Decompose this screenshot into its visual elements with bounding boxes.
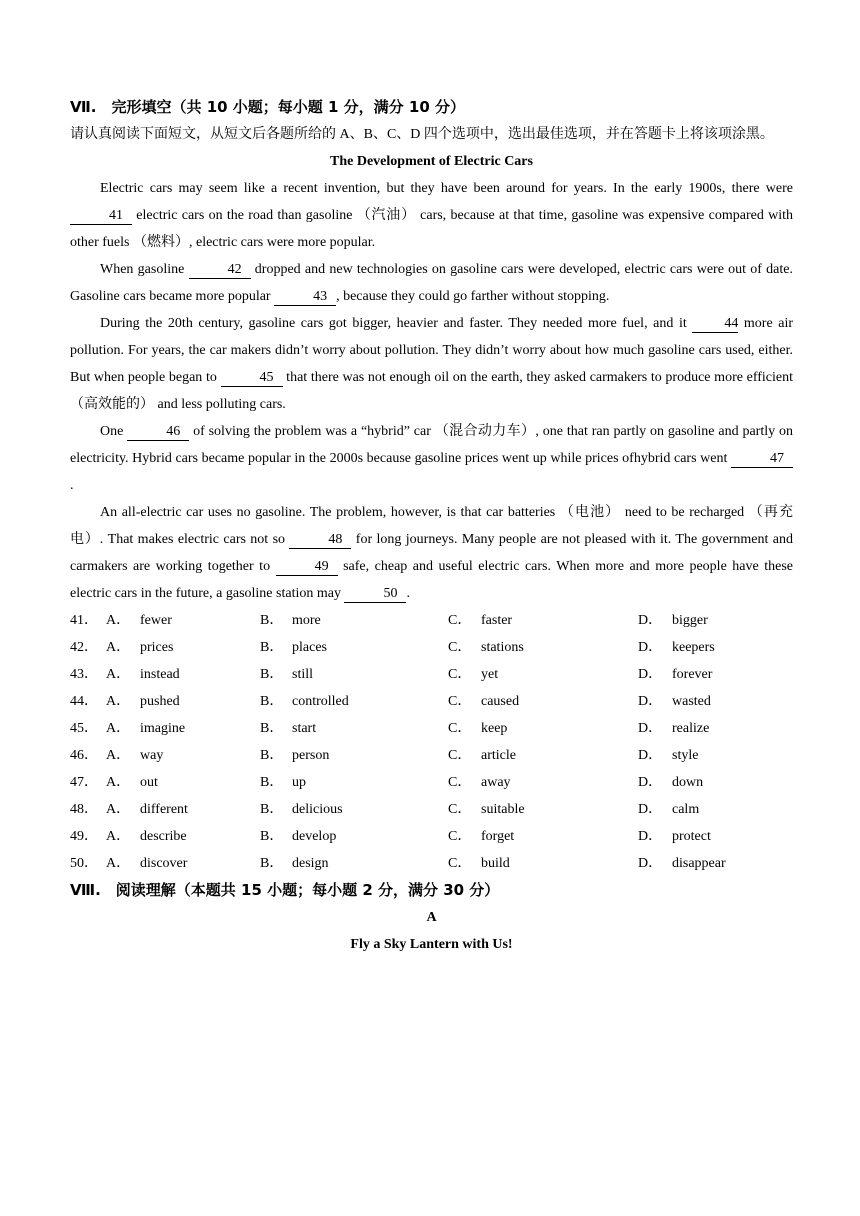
question-row — [70, 634, 793, 661]
option-c-text: keep — [481, 721, 508, 736]
option-d-label: D． — [638, 748, 663, 763]
passage-paragraph-5 — [70, 499, 793, 607]
option-d-text: calm — [672, 802, 700, 817]
option-a-text: discover — [140, 856, 188, 871]
part-label: A — [426, 910, 437, 925]
blank-44: 44 — [692, 316, 738, 333]
option-b-label: B． — [260, 748, 284, 763]
option-d-label: D． — [638, 775, 663, 790]
option-c-text: stations — [481, 640, 524, 655]
option-d-label: D． — [638, 721, 663, 736]
option-a-text: imagine — [140, 721, 186, 736]
option-d-label: D． — [638, 802, 663, 817]
option-d-text: style — [672, 748, 699, 763]
question-row — [70, 661, 793, 688]
option-b-text: controlled — [292, 694, 349, 709]
option-a-text: pushed — [140, 694, 180, 709]
option-d-label: D． — [638, 613, 663, 628]
passage-paragraph-4 — [70, 418, 793, 499]
passage-paragraph-1 — [70, 175, 793, 256]
section-8-title: Ⅷ. 阅读理解（本题共 15 小题；每小题 2 分，满分 30 分） — [70, 881, 500, 899]
option-d-text: bigger — [672, 613, 708, 628]
option-c-text: faster — [481, 613, 513, 628]
exam-page — [70, 94, 793, 958]
option-a-label: A． — [106, 667, 131, 682]
option-a-label: A． — [106, 748, 131, 763]
option-d-label: D． — [638, 856, 663, 871]
option-a-text: different — [140, 802, 188, 817]
blank-46: 46 — [127, 424, 189, 441]
question-number: 47． — [70, 775, 98, 790]
question-number: 41． — [70, 613, 98, 628]
option-b-text: person — [292, 748, 330, 763]
question-number: 48． — [70, 802, 98, 817]
question-row — [70, 688, 793, 715]
option-b-label: B． — [260, 667, 284, 682]
blank-43: 43 — [274, 289, 336, 306]
option-a-text: out — [140, 775, 158, 790]
question-row — [70, 823, 793, 850]
text-segment: of solving the problem was a “hybrid” car （混合动力车）, one that ran partly on gasoline and partly on electricity. Hybrid cars became popular in the 2000s because gasoline prices went up while prices ofhybrid cars went — [70, 424, 793, 466]
option-b-text: places — [292, 640, 327, 655]
blank-42: 42 — [189, 262, 251, 279]
text-segment: During the 20th century, gasoline cars got bigger, heavier and faster. They needed more fuel, and it — [100, 316, 693, 331]
option-b-label: B． — [260, 802, 284, 817]
option-d-text: realize — [672, 721, 710, 736]
option-d-text: wasted — [672, 694, 711, 709]
question-number: 43． — [70, 667, 98, 682]
option-d-text: down — [672, 775, 704, 790]
option-b-text: start — [292, 721, 317, 736]
text-segment: that there was not enough oil on the earth, they asked carmakers to produce more efficient （高效能的） and less polluting cars. — [70, 370, 793, 412]
question-row — [70, 769, 793, 796]
blank-45: 45 — [221, 370, 283, 387]
option-c-label: C． — [448, 694, 472, 709]
section-7-title: Ⅶ. 完形填空（共 10 小题；每小题 1 分，满分 10 分） — [70, 98, 466, 116]
option-b-label: B． — [260, 694, 284, 709]
option-a-label: A． — [106, 775, 131, 790]
option-a-label: A． — [106, 856, 131, 871]
option-d-text: protect — [672, 829, 711, 844]
option-c-text: suitable — [481, 802, 525, 817]
option-a-label: A． — [106, 721, 131, 736]
option-a-label: A． — [106, 640, 131, 655]
text-segment: for long journeys. Many people are not pleased with it. The government and carmakers are working together to — [70, 532, 794, 574]
option-c-label: C． — [448, 721, 472, 736]
option-d-text: keepers — [672, 640, 715, 655]
section-7-instruction: 请认真阅读下面短文，从短文后各题所给的 A、B、C、D 四个选项中，选出最佳选项，并在答题卡上将该项涂黑。 — [70, 127, 774, 142]
option-b-label: B． — [260, 640, 284, 655]
option-c-text: forget — [481, 829, 515, 844]
blank-50: 50 — [344, 586, 406, 603]
question-number: 44． — [70, 694, 98, 709]
option-a-label: A． — [106, 829, 131, 844]
option-a-label: A． — [106, 694, 131, 709]
blank-47: 47 — [731, 451, 793, 468]
text-segment: . — [70, 478, 74, 493]
passage-title: The Development of Electric Cars — [330, 154, 533, 169]
option-b-label: B． — [260, 721, 284, 736]
option-c-label: C． — [448, 748, 472, 763]
option-b-text: develop — [292, 829, 337, 844]
option-c-label: C． — [448, 640, 472, 655]
option-b-text: still — [292, 667, 314, 682]
text-segment: more air pollution. For years, the car makers didn’t worry about pollution. They didn’t worry about how much gasoline cars used, either. But when people began to — [70, 316, 794, 385]
option-d-label: D． — [638, 694, 663, 709]
question-row — [70, 715, 793, 742]
option-a-label: A． — [106, 802, 131, 817]
question-number: 49． — [70, 829, 98, 844]
question-row — [70, 796, 793, 823]
text-segment: An all-electric car uses no gasoline. The problem, however, is that car batteries （电池） need to be recharged （再充电）. That makes electric cars not so — [70, 505, 793, 547]
blank-41: 41 — [70, 208, 132, 225]
question-number: 46． — [70, 748, 98, 763]
passage-paragraph-3 — [70, 310, 793, 418]
option-a-text: way — [140, 748, 164, 763]
text-segment: . — [406, 586, 410, 601]
option-c-label: C． — [448, 613, 472, 628]
text-segment: electric cars on the road than gasoline （汽油） cars, because at that time, gasoline was expensive compared with other fuels （燃料）, electric cars were more popular. — [70, 208, 793, 250]
option-c-text: article — [481, 748, 516, 763]
option-a-text: instead — [140, 667, 180, 682]
option-c-text: away — [481, 775, 511, 790]
option-b-text: design — [292, 856, 329, 871]
option-c-text: caused — [481, 694, 520, 709]
option-b-text: up — [292, 775, 306, 790]
option-b-text: more — [292, 613, 321, 628]
option-c-label: C． — [448, 775, 472, 790]
article-title: Fly a Sky Lantern with Us! — [350, 937, 513, 952]
option-d-label: D． — [638, 667, 663, 682]
option-b-label: B． — [260, 775, 284, 790]
question-number: 50． — [70, 856, 98, 871]
option-a-label: A． — [106, 613, 131, 628]
question-number: 42． — [70, 640, 98, 655]
option-d-text: forever — [672, 667, 713, 682]
option-c-label: C． — [448, 829, 472, 844]
option-b-label: B． — [260, 856, 284, 871]
text-segment: Electric cars may seem like a recent invention, but they have been around for years. In the early 1900s, there were — [100, 181, 793, 196]
option-a-text: prices — [140, 640, 174, 655]
text-segment: dropped and new technologies on gasoline cars were developed, electric cars were out of date. Gasoline cars became more popular — [70, 262, 793, 304]
option-d-text: disappear — [672, 856, 726, 871]
option-c-label: C． — [448, 856, 472, 871]
question-row — [70, 607, 793, 634]
option-b-label: B． — [260, 829, 284, 844]
blank-49: 49 — [276, 559, 338, 576]
option-a-text: describe — [140, 829, 187, 844]
option-c-text: yet — [481, 667, 499, 682]
option-b-text: delicious — [292, 802, 343, 817]
passage-paragraph-2 — [70, 256, 793, 310]
question-row — [70, 742, 793, 769]
text-segment: When gasoline — [100, 262, 189, 277]
option-d-label: D． — [638, 829, 663, 844]
option-a-text: fewer — [140, 613, 172, 628]
text-segment: One — [100, 424, 128, 439]
question-list — [70, 607, 793, 877]
option-b-label: B． — [260, 613, 284, 628]
option-c-label: C． — [448, 802, 472, 817]
question-row — [70, 850, 793, 877]
text-segment: , because they could go farther without stopping. — [336, 289, 610, 304]
option-c-label: C． — [448, 667, 472, 682]
text-segment: safe, cheap and useful electric cars. When more and more people have these electric cars in the future, a gasoline station may — [70, 559, 794, 601]
question-number: 45． — [70, 721, 98, 736]
option-c-text: build — [481, 856, 510, 871]
blank-48: 48 — [289, 532, 351, 549]
option-d-label: D． — [638, 640, 663, 655]
